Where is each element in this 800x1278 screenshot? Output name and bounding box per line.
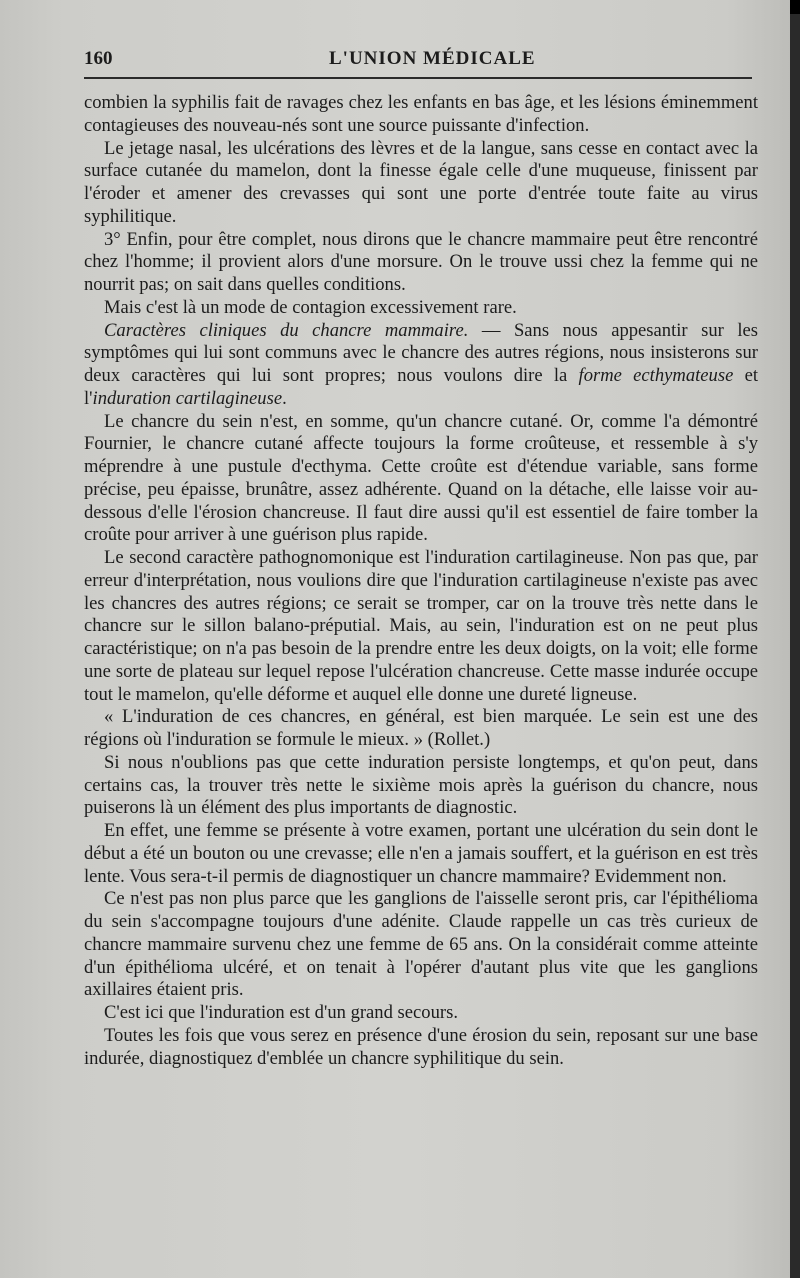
paragraph-enfin: 3° Enfin, pour être complet, nous dirons que le chancre mammaire peut être rencontré chez l'homme; il provient alors d'une morsure. On le trouve ussi chez la femme qui ne nourrit pas; on sait dans quelles conditions.	[84, 228, 758, 295]
paragraph-ganglions: Ce n'est pas non plus parce que les ganglions de l'aisselle seront pris, car l'épithélioma du sein s'accompagne toujours d'une adénite. Claude rappelle un cas très curieux de chancre mammaire survenu chez une femme de 65 ans. On la considérait comme atteinte d'un épithélioma ulcéré, et on tenait à l'opérer d'autant plus vite que les ganglions axillaires étaient pris.	[84, 888, 758, 1001]
paragraph-continuation: combien la syphilis fait de ravages chez les enfants en bas âge, et les lésions éminemment contagieuses des nouveau-nés sont une source puissante d'infection.	[84, 92, 758, 136]
paragraph-conclusion: Toutes les fois que vous serez en présence d'une érosion du sein, reposant sur une base indurée, diagnostiquez d'emblée un chancre syphilitique du sein.	[84, 1024, 758, 1069]
body-text	[84, 92, 758, 1070]
header-rule	[84, 77, 752, 79]
paragraph-jetage-nasal: Le jetage nasal, les ulcérations des lèvres et de la langue, sans cesse en contact avec la surface cutanée du mamelon, dont la finesse égale celle d'une muqueuse, finissent par l'éroder et amener des crevasses qui sont une porte d'entrée toute faite au virus syphilitique.	[84, 137, 758, 227]
page-header	[84, 44, 752, 70]
section-heading-italic: Caractères cliniques du chancre mammaire.	[104, 319, 469, 341]
paragraph-persistance: Si nous n'oublions pas que cette induration persiste longtemps, et qu'on peut, dans certains cas, la trouver très nette le sixième mois après la guérison du chancre, nous puiserons là un élément des plus importants de diagnostic.	[84, 751, 758, 819]
page-number: 160	[84, 48, 113, 69]
paragraph-grand-secours: C'est ici que l'induration est d'un grand secours.	[104, 1002, 458, 1023]
paragraph-chancre-cutane: Le chancre du sein n'est, en somme, qu'un chancre cutané. Or, comme l'a démontré Fournier, le chancre cutané affecte toujours la forme croûteuse, et ressemble à s'y méprendre à une pustule d'ecthyma. Cette croûte est d'étendue variable, sans forme précise, peu épaisse, brunâtre, assez adhérente. Quand on la détache, elle laisse voir au-dessous d'elle l'érosion chancreuse. Il faut dire aussi qu'il est essentiel de faire tomber la croûte pour arriver à une guérison plus rapide.	[84, 410, 758, 546]
paragraph-en-effet: En effet, une femme se présente à votre examen, portant une ulcération du sein dont le début a été un bouton ou une crevasse; elle n'en a jamais souffert, et la guérison en est très lente. Vous sera-t-il permis de diagnostiquer un chancre mammaire? Evidemment non.	[84, 820, 758, 887]
paragraph-quote-rollet: « L'induration de ces chancres, en général, est bien marquée. Le sein est une des régions où l'induration se formule le mieux. » (Rollet.)	[84, 706, 758, 750]
running-title: L'UNION MÉDICALE	[329, 48, 536, 69]
paragraph-caracteres-cliniques: Caractères cliniques du chancre mammaire. — Sans nous appesantir sur les symptômes qui lui sont communs avec le chancre des autres régions, nous insisterons sur deux caractères qui lui sont propres; nous voulons dire la forme ecthymateuse et l'induration cartilagineuse.	[84, 319, 758, 409]
scan-edge	[790, 0, 800, 1278]
paragraph-mode-contagion: Mais c'est là un mode de contagion excessivement rare.	[104, 296, 517, 318]
paragraph-induration: Le second caractère pathognomonique est l'induration cartilagineuse. Non pas que, par erreur d'interprétation, nous voulions dire que l'induration cartilagineuse n'existe pas avec les chancres des autres régions; ce serait se tromper, car on la trouve très nette dans le chancre sur le sillon balano-préputial. Mais, au sein, l'induration est on ne peut plus caractéristique; on n'a pas besoin de la prendre entre les deux doigts, on la voit; elle forme une sorte de plateau sur lequel repose l'ulcération chancreuse. Cette masse indurée occupe tout le mamelon, qu'elle déforme et auquel elle donne une dureté ligneuse.	[84, 547, 758, 705]
